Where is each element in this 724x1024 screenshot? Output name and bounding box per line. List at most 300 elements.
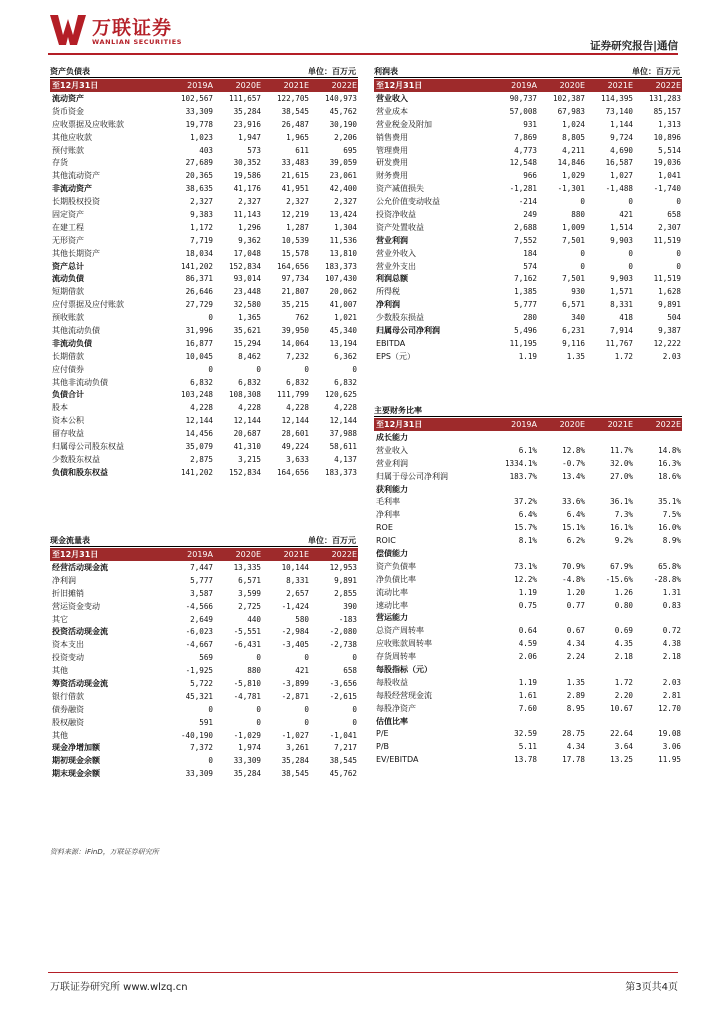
row-value: -1,281 xyxy=(509,184,537,194)
row-label: 每股指标（元） xyxy=(376,664,432,674)
row-value: 7,162 xyxy=(514,274,537,284)
row-value: 1.19 xyxy=(518,587,537,597)
row-value: 12,953 xyxy=(329,562,357,572)
table-row xyxy=(374,285,682,298)
logo-subtitle: WANLIAN SECURITIES xyxy=(92,38,183,46)
document-type: 证券研究报告|通信 xyxy=(590,40,678,52)
row-value: 931 xyxy=(523,119,537,129)
row-value: 6,362 xyxy=(334,351,357,361)
table-row xyxy=(50,587,358,600)
row-value: 2,649 xyxy=(190,614,213,624)
row-value: 611 xyxy=(295,145,309,155)
row-label: 财务费用 xyxy=(376,171,408,181)
row-value: 9,116 xyxy=(562,338,585,348)
row-value: 580 xyxy=(295,614,309,624)
header-period: 至12月31日 xyxy=(52,81,99,90)
table-row xyxy=(50,247,358,260)
row-value: 3,215 xyxy=(238,454,261,464)
row-value: -183 xyxy=(338,614,357,624)
row-label: 无形资产 xyxy=(52,235,84,245)
row-value: 591 xyxy=(199,717,213,727)
row-value: 0 xyxy=(628,248,633,258)
row-value: 7,217 xyxy=(334,743,357,753)
table-row xyxy=(50,703,358,716)
table-row xyxy=(50,363,358,376)
row-value: 0 xyxy=(628,197,633,207)
row-value: 2,725 xyxy=(238,601,261,611)
row-value: 15.1% xyxy=(562,523,585,533)
footer-divider xyxy=(48,972,678,973)
row-value: 1,628 xyxy=(658,287,681,297)
row-value: 2.18 xyxy=(662,652,681,662)
table-row xyxy=(374,105,682,118)
table-row xyxy=(50,677,358,690)
row-value: -2,738 xyxy=(329,640,357,650)
row-value: 23,448 xyxy=(233,287,261,297)
row-label: 营业利润 xyxy=(376,458,408,468)
row-value: 107,430 xyxy=(324,274,357,284)
row-value: 16.0% xyxy=(658,523,681,533)
table-title-row xyxy=(374,64,682,78)
table-row xyxy=(50,260,358,273)
row-value: 10,144 xyxy=(281,562,309,572)
row-value: 9,903 xyxy=(610,274,633,284)
income-statement-table xyxy=(374,64,682,363)
row-label: 管理费用 xyxy=(376,145,408,155)
footer-page-number: 第3页共4页 xyxy=(625,982,678,993)
row-value: 0 xyxy=(304,364,309,374)
row-value: 11.95 xyxy=(658,755,681,765)
row-value: 7,914 xyxy=(610,325,633,335)
row-value: 67.9% xyxy=(610,561,633,571)
table-row xyxy=(50,716,358,729)
row-value: 0 xyxy=(304,653,309,663)
row-value: 35,284 xyxy=(281,756,309,766)
table-row xyxy=(50,625,358,638)
row-value: 573 xyxy=(247,145,261,155)
row-value: 4,228 xyxy=(334,403,357,413)
table-row xyxy=(50,427,358,440)
row-label: 负债合计 xyxy=(52,390,84,400)
row-value: 504 xyxy=(667,313,681,323)
row-value: 3.06 xyxy=(662,742,681,752)
row-label: 营业收入 xyxy=(376,93,408,103)
row-value: -4.8% xyxy=(562,574,585,584)
table-row xyxy=(374,740,682,753)
table-unit: 单位：百万元 xyxy=(308,536,356,545)
row-label: 每股收益 xyxy=(376,677,408,687)
table-row xyxy=(374,689,682,702)
row-value: 184 xyxy=(523,248,537,258)
row-label: 偿债能力 xyxy=(376,548,408,558)
row-value: 0.80 xyxy=(614,600,633,610)
row-value: 0.64 xyxy=(518,626,537,636)
row-value: 8,805 xyxy=(562,132,585,142)
row-value: 0 xyxy=(256,653,261,663)
row-value: 22.64 xyxy=(610,729,633,739)
table-row xyxy=(374,495,682,508)
table-title: 现金流量表 xyxy=(50,536,90,545)
row-value: 141,202 xyxy=(180,467,213,477)
table-row xyxy=(50,613,358,626)
row-value: 1,365 xyxy=(238,313,261,323)
table-row xyxy=(374,182,682,195)
row-value: 1334.1% xyxy=(504,458,537,468)
row-value: 35.1% xyxy=(658,497,681,507)
table-row xyxy=(50,92,358,105)
table-row xyxy=(374,702,682,715)
row-label: ROE xyxy=(376,523,393,533)
row-value: 6,231 xyxy=(562,325,585,335)
row-value: 152,834 xyxy=(228,467,261,477)
row-label: 存货 xyxy=(52,158,68,168)
header-year: 2019A xyxy=(511,420,537,429)
table-row xyxy=(50,466,358,479)
row-label: 少数股东损益 xyxy=(376,313,424,323)
row-value: 1,514 xyxy=(610,222,633,232)
row-value: 1,021 xyxy=(334,313,357,323)
table-row xyxy=(374,586,682,599)
table-row xyxy=(50,350,358,363)
row-value: 11,519 xyxy=(653,274,681,284)
row-value: 6,571 xyxy=(238,575,261,585)
row-value: 0 xyxy=(352,364,357,374)
row-label: 估值比率 xyxy=(376,716,408,726)
row-value: 3.64 xyxy=(614,742,633,752)
row-value: 7.60 xyxy=(518,703,537,713)
row-label: 固定资产 xyxy=(52,209,84,219)
row-value: 1.31 xyxy=(662,587,681,597)
row-value: 12,144 xyxy=(281,416,309,426)
header-year: 2021E xyxy=(283,550,309,559)
header-year: 2020E xyxy=(559,81,585,90)
row-value: 102,567 xyxy=(180,93,213,103)
table-row xyxy=(374,431,682,444)
row-value: 762 xyxy=(295,313,309,323)
table-row xyxy=(374,457,682,470)
row-value: 0 xyxy=(304,704,309,714)
table-row xyxy=(374,444,682,457)
row-value: 2,855 xyxy=(334,588,357,598)
row-value: 8,331 xyxy=(286,575,309,585)
row-value: 4,211 xyxy=(562,145,585,155)
row-value: 35,215 xyxy=(281,300,309,310)
row-label: 营业外收入 xyxy=(376,248,416,258)
row-label: 研发费用 xyxy=(376,158,408,168)
table-row xyxy=(374,92,682,105)
table-title-row xyxy=(50,64,358,78)
row-value: 73.1% xyxy=(514,561,537,571)
table-row xyxy=(50,664,358,677)
row-value: -1,301 xyxy=(557,184,585,194)
table-row xyxy=(374,676,682,689)
row-value: -3,656 xyxy=(329,678,357,688)
row-value: 93,014 xyxy=(233,274,261,284)
row-value: 41,310 xyxy=(233,441,261,451)
row-value: 1,172 xyxy=(190,222,213,232)
row-value: 15,578 xyxy=(281,248,309,258)
row-label: 归属于母公司净利润 xyxy=(376,471,448,481)
table-row xyxy=(50,169,358,182)
row-value: 5,722 xyxy=(190,678,213,688)
row-value: 6.1% xyxy=(518,445,537,455)
table-row xyxy=(50,311,358,324)
table-row xyxy=(374,208,682,221)
table-row xyxy=(50,156,358,169)
row-value: 108,308 xyxy=(228,390,261,400)
row-value: -1,027 xyxy=(281,730,309,740)
row-value: 14,064 xyxy=(281,338,309,348)
row-value: -5,810 xyxy=(233,678,261,688)
row-label: EV/EBITDA xyxy=(376,755,419,765)
table-title-row xyxy=(50,533,358,547)
row-label: 净利率 xyxy=(376,510,400,520)
row-value: 0 xyxy=(256,364,261,374)
row-value: 33.6% xyxy=(562,497,585,507)
row-label: 非流动负债 xyxy=(52,338,92,348)
row-value: 6.2% xyxy=(566,536,585,546)
row-value: 26,487 xyxy=(281,119,309,129)
row-value: 122,705 xyxy=(276,93,309,103)
row-label: 其他流动资产 xyxy=(52,171,100,181)
table-row xyxy=(374,311,682,324)
table-row xyxy=(374,547,682,560)
table-row xyxy=(374,195,682,208)
row-value: 12.70 xyxy=(658,703,681,713)
row-value: -6,023 xyxy=(185,627,213,637)
row-label: 银行借款 xyxy=(52,691,84,701)
row-value: 11,767 xyxy=(605,338,633,348)
row-value: 4,137 xyxy=(334,454,357,464)
header-year: 2020E xyxy=(559,420,585,429)
row-value: 38,545 xyxy=(281,106,309,116)
row-value: 19,586 xyxy=(233,171,261,181)
table-row xyxy=(50,600,358,613)
row-value: 11,143 xyxy=(233,209,261,219)
row-value: 0.77 xyxy=(566,600,585,610)
row-label: 营运能力 xyxy=(376,613,408,623)
row-value: 0.72 xyxy=(662,626,681,636)
row-value: 5,496 xyxy=(514,325,537,335)
row-value: 26,646 xyxy=(185,287,213,297)
row-value: 65.8% xyxy=(658,561,681,571)
row-label: 应付票据及应付账款 xyxy=(52,300,124,310)
row-value: 658 xyxy=(667,209,681,219)
row-value: 57,008 xyxy=(509,106,537,116)
row-value: 49,224 xyxy=(281,441,309,451)
table-row xyxy=(50,767,358,780)
row-label: 在建工程 xyxy=(52,222,84,232)
row-value: 42,400 xyxy=(329,184,357,194)
row-value: 6.4% xyxy=(566,510,585,520)
row-value: 0 xyxy=(208,313,213,323)
table-header-row xyxy=(50,79,358,92)
table-row xyxy=(374,144,682,157)
table-row xyxy=(374,650,682,663)
row-value: 930 xyxy=(571,287,585,297)
table-row xyxy=(374,131,682,144)
row-value: 20,365 xyxy=(185,171,213,181)
header-year: 2022E xyxy=(655,81,681,90)
table-row xyxy=(374,611,682,624)
row-value: 6,832 xyxy=(238,377,261,387)
row-value: 19,036 xyxy=(653,158,681,168)
row-value: 4,228 xyxy=(238,403,261,413)
row-value: -1,925 xyxy=(185,666,213,676)
row-value: 0.67 xyxy=(566,626,585,636)
table-row xyxy=(374,599,682,612)
row-value: 3,633 xyxy=(286,454,309,464)
row-value: 140,973 xyxy=(324,93,357,103)
table-row xyxy=(374,169,682,182)
row-value: 440 xyxy=(247,614,261,624)
table-header-row xyxy=(374,418,682,431)
row-label: 流动负债 xyxy=(52,274,84,284)
row-value: 17,048 xyxy=(233,248,261,258)
row-label: 资本公积 xyxy=(52,416,84,426)
row-value: 4,228 xyxy=(190,403,213,413)
row-value: 421 xyxy=(619,209,633,219)
header-year: 2021E xyxy=(607,81,633,90)
table-row xyxy=(50,414,358,427)
row-value: 0 xyxy=(256,704,261,714)
row-value: 4.35 xyxy=(614,639,633,649)
row-label: 销售费用 xyxy=(376,132,408,142)
row-value: 11,195 xyxy=(509,338,537,348)
row-value: 2,206 xyxy=(334,132,357,142)
financial-ratios-table xyxy=(374,403,682,766)
row-value: 15,294 xyxy=(233,338,261,348)
table-row xyxy=(374,260,682,273)
row-value: 2,657 xyxy=(286,588,309,598)
row-value: -1,041 xyxy=(329,730,357,740)
table-row xyxy=(50,118,358,131)
row-value: 11,519 xyxy=(653,235,681,245)
table-row xyxy=(50,337,358,350)
row-label: 投资净收益 xyxy=(376,209,416,219)
row-value: 1,024 xyxy=(562,119,585,129)
row-value: 695 xyxy=(343,145,357,155)
row-value: 2.06 xyxy=(518,652,537,662)
row-label: EPS（元） xyxy=(376,351,415,361)
row-value: 1.19 xyxy=(518,677,537,687)
row-value: 14.8% xyxy=(658,445,681,455)
row-label: 应收票据及应收账款 xyxy=(52,119,124,129)
row-value: -15.6% xyxy=(605,574,633,584)
row-value: 58,611 xyxy=(329,441,357,451)
row-value: 1,027 xyxy=(610,171,633,181)
table-row xyxy=(50,561,358,574)
row-label: 其他非流动负债 xyxy=(52,377,108,387)
table-row xyxy=(374,624,682,637)
table-row xyxy=(50,234,358,247)
row-value: 10,539 xyxy=(281,235,309,245)
table-row xyxy=(374,247,682,260)
row-value: 141,202 xyxy=(180,261,213,271)
row-label: 货币资金 xyxy=(52,106,84,116)
row-value: 33,309 xyxy=(185,106,213,116)
row-value: 4,773 xyxy=(514,145,537,155)
table-row xyxy=(374,727,682,740)
row-value: 3,261 xyxy=(286,743,309,753)
table-row xyxy=(50,440,358,453)
row-value: 0.75 xyxy=(518,600,537,610)
row-value: 9,891 xyxy=(658,300,681,310)
row-value: 103,248 xyxy=(180,390,213,400)
row-value: 183,373 xyxy=(324,467,357,477)
row-value: 12,144 xyxy=(233,416,261,426)
row-value: 18,034 xyxy=(185,248,213,258)
header-period: 至12月31日 xyxy=(376,81,423,90)
row-value: 418 xyxy=(619,313,633,323)
row-value: 8,331 xyxy=(610,300,633,310)
table-title: 资产负债表 xyxy=(50,67,90,76)
row-value: 16,587 xyxy=(605,158,633,168)
row-value: 1,304 xyxy=(334,222,357,232)
row-value: 6.4% xyxy=(518,510,537,520)
row-value: 7,372 xyxy=(190,743,213,753)
row-value: 1.19 xyxy=(518,351,537,361)
row-value: 0 xyxy=(256,717,261,727)
row-value: 4.34 xyxy=(566,742,585,752)
row-value: 421 xyxy=(295,666,309,676)
row-value: 2,327 xyxy=(286,197,309,207)
row-value: 1.72 xyxy=(614,351,633,361)
row-value: 120,625 xyxy=(324,390,357,400)
row-label: 每股经营现金流 xyxy=(376,690,432,700)
row-value: 1.26 xyxy=(614,587,633,597)
table-row xyxy=(50,638,358,651)
row-value: 1,296 xyxy=(238,222,261,232)
row-value: -28.8% xyxy=(653,574,681,584)
row-label: 公允价值变动收益 xyxy=(376,197,440,207)
row-value: -214 xyxy=(518,197,537,207)
row-value: 658 xyxy=(343,666,357,676)
row-value: -1,424 xyxy=(281,601,309,611)
row-value: 1,965 xyxy=(286,132,309,142)
row-value: 13.4% xyxy=(562,471,585,481)
row-value: 33,309 xyxy=(185,769,213,779)
header-period: 至12月31日 xyxy=(376,420,423,429)
table-row xyxy=(374,324,682,337)
row-value: 11.7% xyxy=(610,445,633,455)
row-value: -40,190 xyxy=(180,730,213,740)
row-value: 131,283 xyxy=(648,93,681,103)
row-value: -2,615 xyxy=(329,691,357,701)
row-value: 966 xyxy=(523,171,537,181)
row-value: -3,405 xyxy=(281,640,309,650)
row-label: 期初现金余额 xyxy=(52,756,100,766)
table-row xyxy=(374,521,682,534)
row-label: 投资变动 xyxy=(52,653,84,663)
row-value: 13.25 xyxy=(610,755,633,765)
row-value: 2.24 xyxy=(566,652,585,662)
row-value: 16,877 xyxy=(185,338,213,348)
header-year: 2022E xyxy=(331,550,357,559)
table-title: 主要财务比率 xyxy=(374,406,422,415)
row-label: 每股净资产 xyxy=(376,703,416,713)
header-year: 2019A xyxy=(511,81,537,90)
row-value: 15.7% xyxy=(514,523,537,533)
row-value: 41,951 xyxy=(281,184,309,194)
row-value: -4,781 xyxy=(233,691,261,701)
row-value: 37,988 xyxy=(329,429,357,439)
row-value: 12,144 xyxy=(329,416,357,426)
row-value: 0 xyxy=(580,248,585,258)
row-value: 1.72 xyxy=(614,677,633,687)
row-label: 股本 xyxy=(52,403,68,413)
row-value: 39,950 xyxy=(281,325,309,335)
